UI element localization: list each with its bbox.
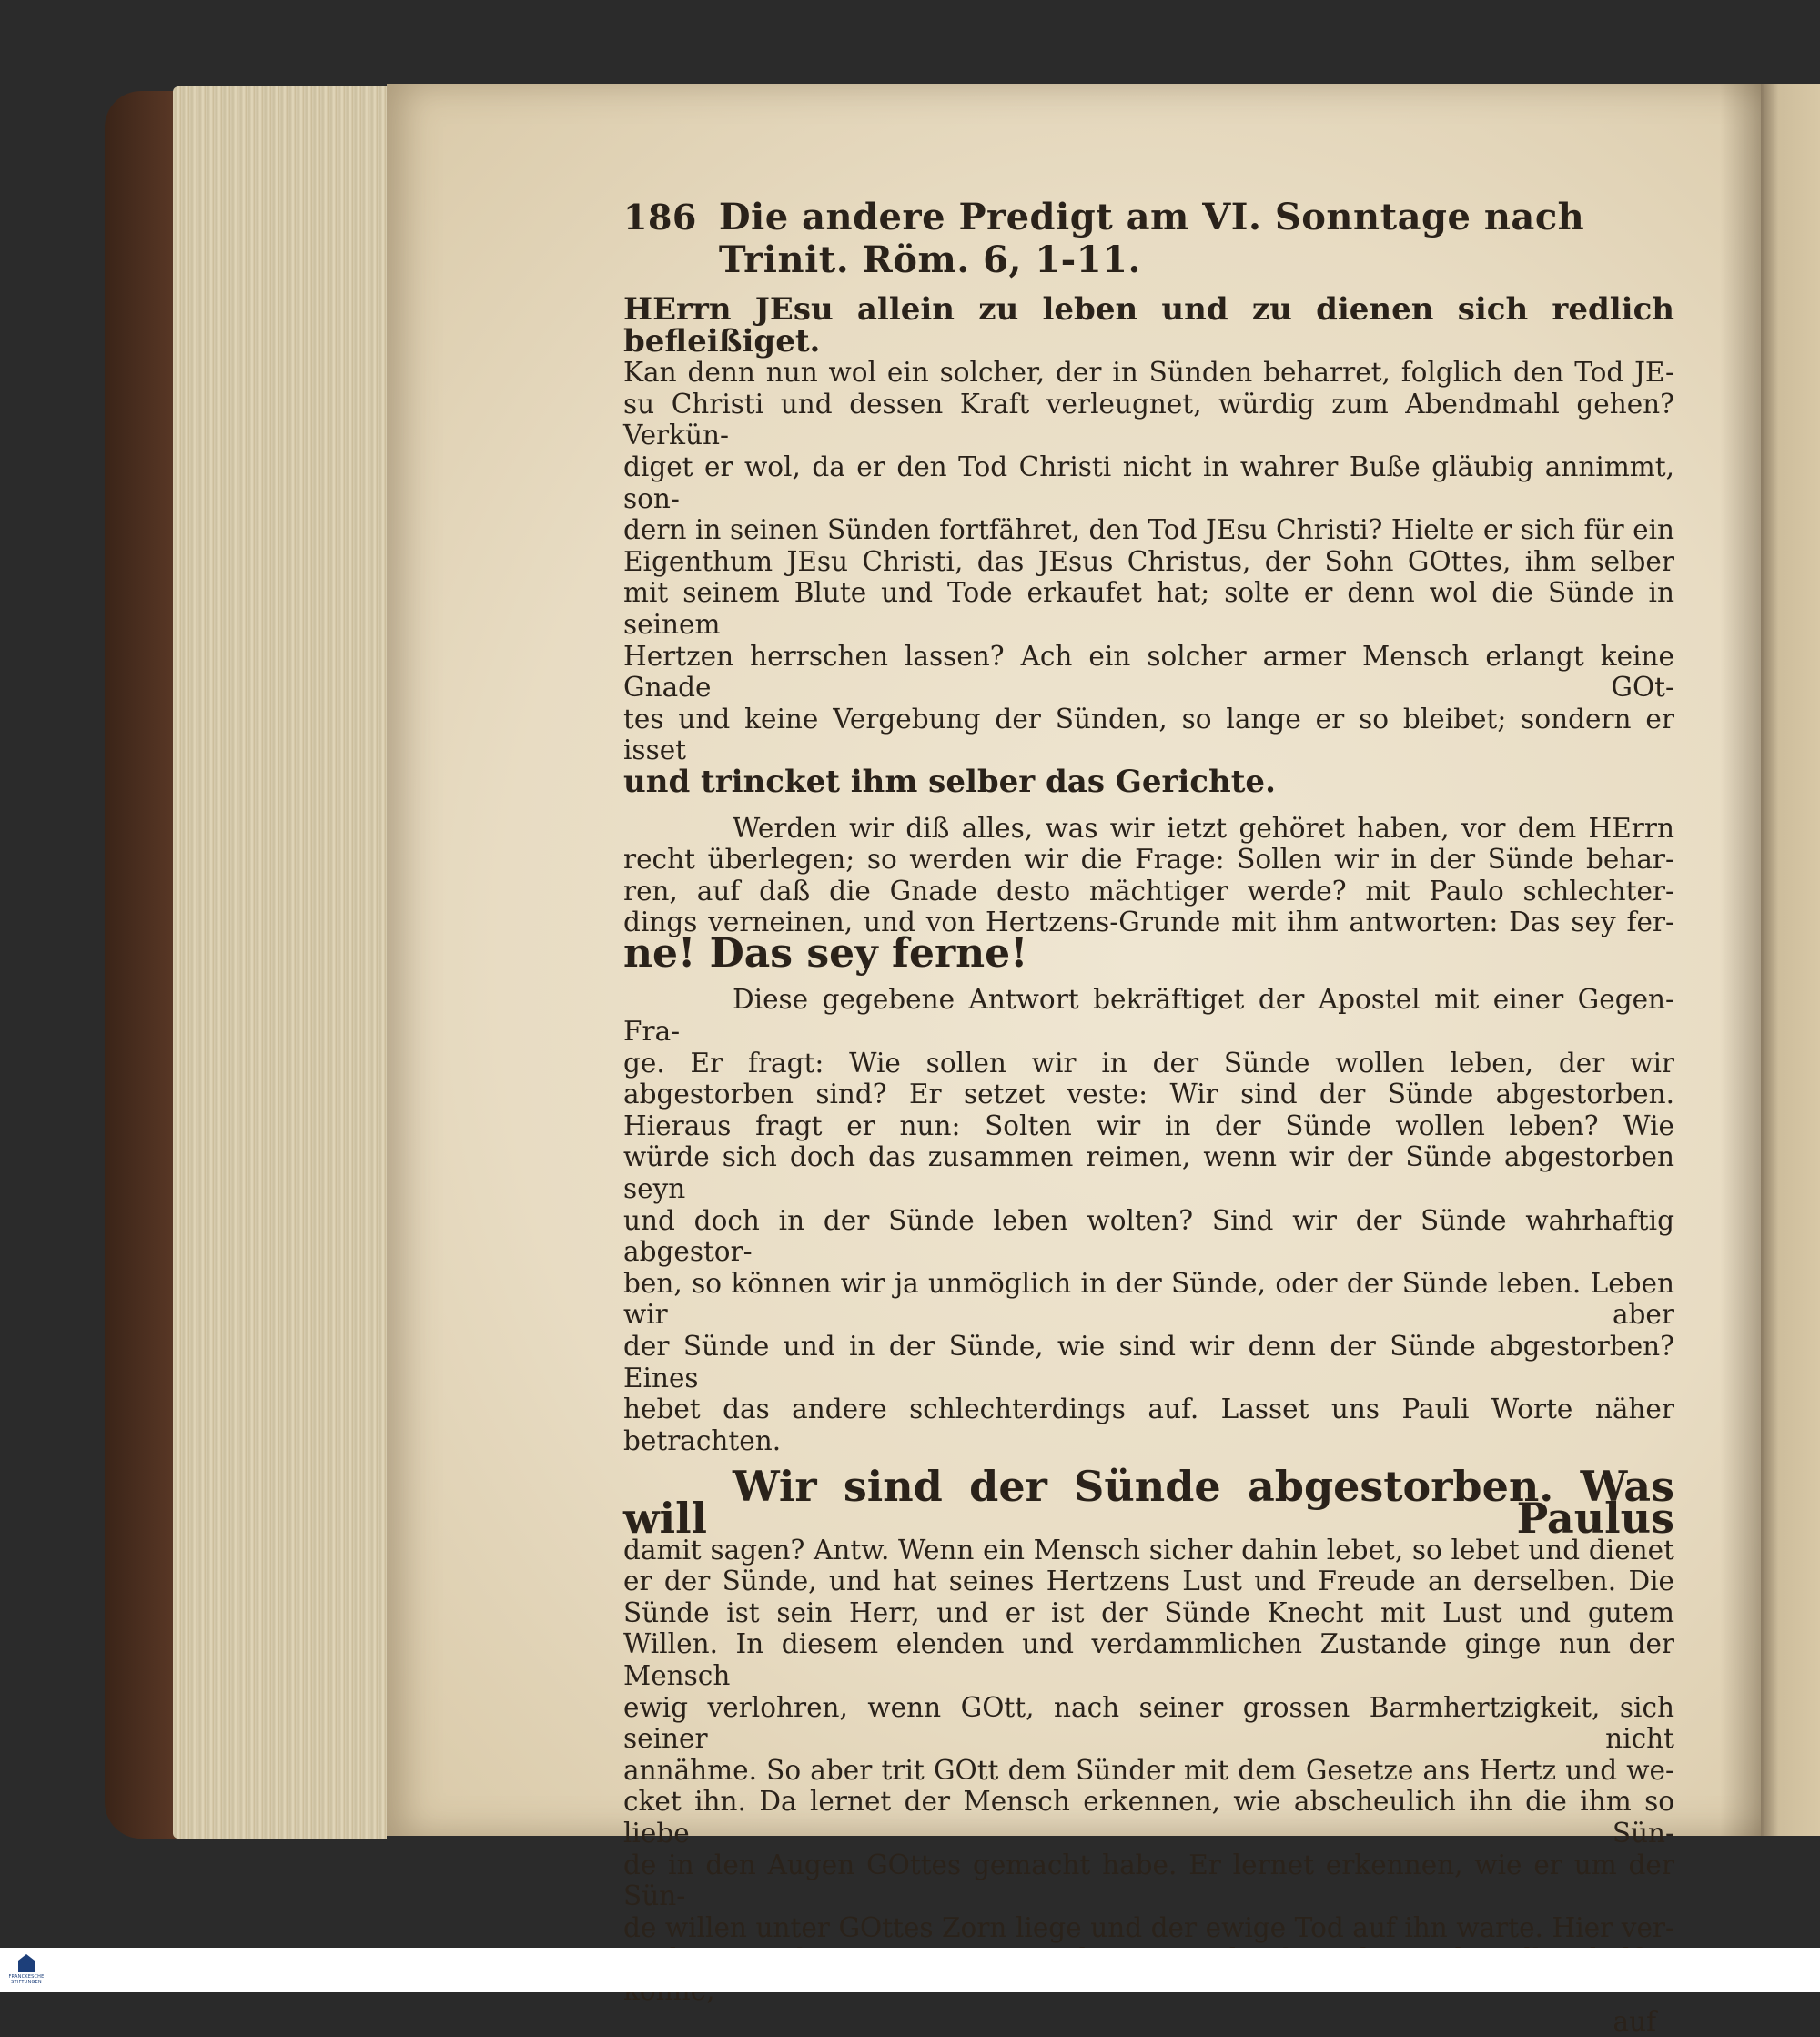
text-line: mit seinem Blute und Tode erkaufet hat; solte er denn wol die Sünde in seinem [623, 577, 1674, 640]
paragraph-3 [623, 984, 1674, 1456]
text-line: Hieraus fragt er nun: Solten wir in der Sünde wollen leben? Wie [623, 1110, 1674, 1141]
text-line: de in den Augen GOttes gemacht habe. Er lernet erkennen, wie er um der Sün- [623, 1849, 1674, 1912]
text-line: abgestorben sind? Er setzet veste: Wir sind der Sünde abgestorben. [623, 1079, 1674, 1110]
page-edges [173, 86, 387, 1839]
text-line: Eigenthum JEsu Christi, das JEsus Christus, der Sohn GOttes, ihm selber [623, 545, 1674, 577]
facing-page-edge [1761, 84, 1820, 1836]
text-line: annähme. So aber trit GOtt dem Sünder mit dem Gesetze ans Hertz und we- [623, 1754, 1674, 1786]
library-building-icon [18, 1954, 35, 1972]
text-line: Wir sind der Sünde abgestorben. Was will Paulus [623, 1462, 1674, 1543]
text-line: diget er wol, da er den Tod Christi nicht in wahrer Buße gläubig annimmt, son- [623, 451, 1674, 514]
paragraph-4 [623, 1462, 1674, 2006]
text-line: ne! Das sey ferne! [623, 929, 1028, 977]
running-title: Die andere Predigt am VI. Sonntage nach Trinit. Röm. 6, 1-11. [718, 196, 1585, 281]
running-head [623, 196, 1674, 281]
text-line: cket ihn. Da lernet der Mensch erkennen, wie abscheulich ihn die ihm so liebe Sün- [623, 1786, 1674, 1849]
text-line: und doch in der Sünde leben wolten? Sind wir der Sünde wahrhaftig abgestor- [623, 1204, 1674, 1268]
text-line: Kan denn nun wol ein solcher, der in Sünden beharret, folglich den Tod JE- [623, 357, 1674, 389]
text-line: ben, so können wir ja unmöglich in der Sünde, oder der Sünde leben. Leben wir aber [623, 1267, 1674, 1331]
text-line: der Sünde und in der Sünde, wie sind wir denn der Sünde abgestorben? Eines [623, 1331, 1674, 1393]
text-line: Willen. In diesem elenden und verdammlichen Zustande ginge nun der Mensch [623, 1628, 1674, 1691]
text-line: su Christi und dessen Kraft verleugnet, würdig zum Abendmahl gehen? Verkün- [623, 388, 1674, 451]
text-line: ren, auf daß die Gnade desto mächtiger werde? mit Paulo schlechter- [623, 875, 1674, 907]
text-line: dings verneinen, und von Hertzens-Grunde mit ihm antworten: Das sey fer- [623, 907, 1674, 938]
text-line: tes und keine Vergebung der Sünden, so lange er so bleibet; sondern er isset [623, 703, 1674, 766]
text-line: HErrn JEsu allein zu leben und zu dienen sich redlich befleißiget. [623, 291, 1674, 360]
text-line: Hertzen herrschen lassen? Ach ein solcher armer Mensch erlangt keine Gnade GOt- [623, 640, 1674, 704]
text-line: würde sich doch das zusammen reimen, wenn wir der Sünde abgestorben seyn [623, 1141, 1674, 1205]
catchword: auf [1613, 2006, 1656, 2037]
gutter-shadow [1720, 84, 1765, 1836]
text-line: Diese gegebene Antwort bekräftiget der Apostel mit einer Gegen-Fra- [623, 984, 1674, 1048]
text-line: damit sagen? Antw. Wenn ein Mensch sicher dahin lebet, so lebet und dienet [623, 1534, 1674, 1566]
text-line: ge. Er fragt: Wie sollen wir in der Sünde wollen leben, der wir [623, 1047, 1674, 1079]
text-line: Werden wir diß alles, was wir ietzt gehöret haben, vor dem HErrn [733, 812, 1674, 844]
paragraph-2 [623, 812, 1674, 977]
institution-logo[interactable] [5, 1950, 47, 1990]
page-number: 186 [623, 197, 697, 238]
paragraph-1 [623, 291, 1674, 800]
page-text [623, 196, 1674, 2037]
text-line: de willen unter GOttes Zorn liege und der ewige Tod auf ihn warte. Hier ver- [623, 1911, 1674, 1943]
logo-text: FRANCKESCHE STIFTUNGEN [8, 1974, 45, 1985]
text-line: er der Sünde, und hat seines Hertzens Lust und Freude an derselben. Die [623, 1566, 1674, 1597]
text-line: recht überlegen; so werden wir die Frage: Sollen wir in der Sünde behar- [623, 844, 1674, 876]
text-line: Sünde ist sein Herr, und er ist der Sünde Knecht mit Lust und gutem [623, 1596, 1674, 1628]
text-line: hebet das andere schlechterdings auf. Lasset uns Pauli Worte näher betrachten. [623, 1393, 1674, 1456]
viewer-footer [0, 1948, 1820, 1992]
text-line: und trincket ihm selber das Gerichte. [623, 763, 1276, 800]
text-line: ewig verlohren, wenn GOtt, nach seiner grossen Barmhertzigkeit, sich seiner nicht [623, 1691, 1674, 1755]
text-line: dern in seinen Sünden fortfähret, den Tod JEsu Christi? Hielte er sich für ein [623, 514, 1674, 546]
